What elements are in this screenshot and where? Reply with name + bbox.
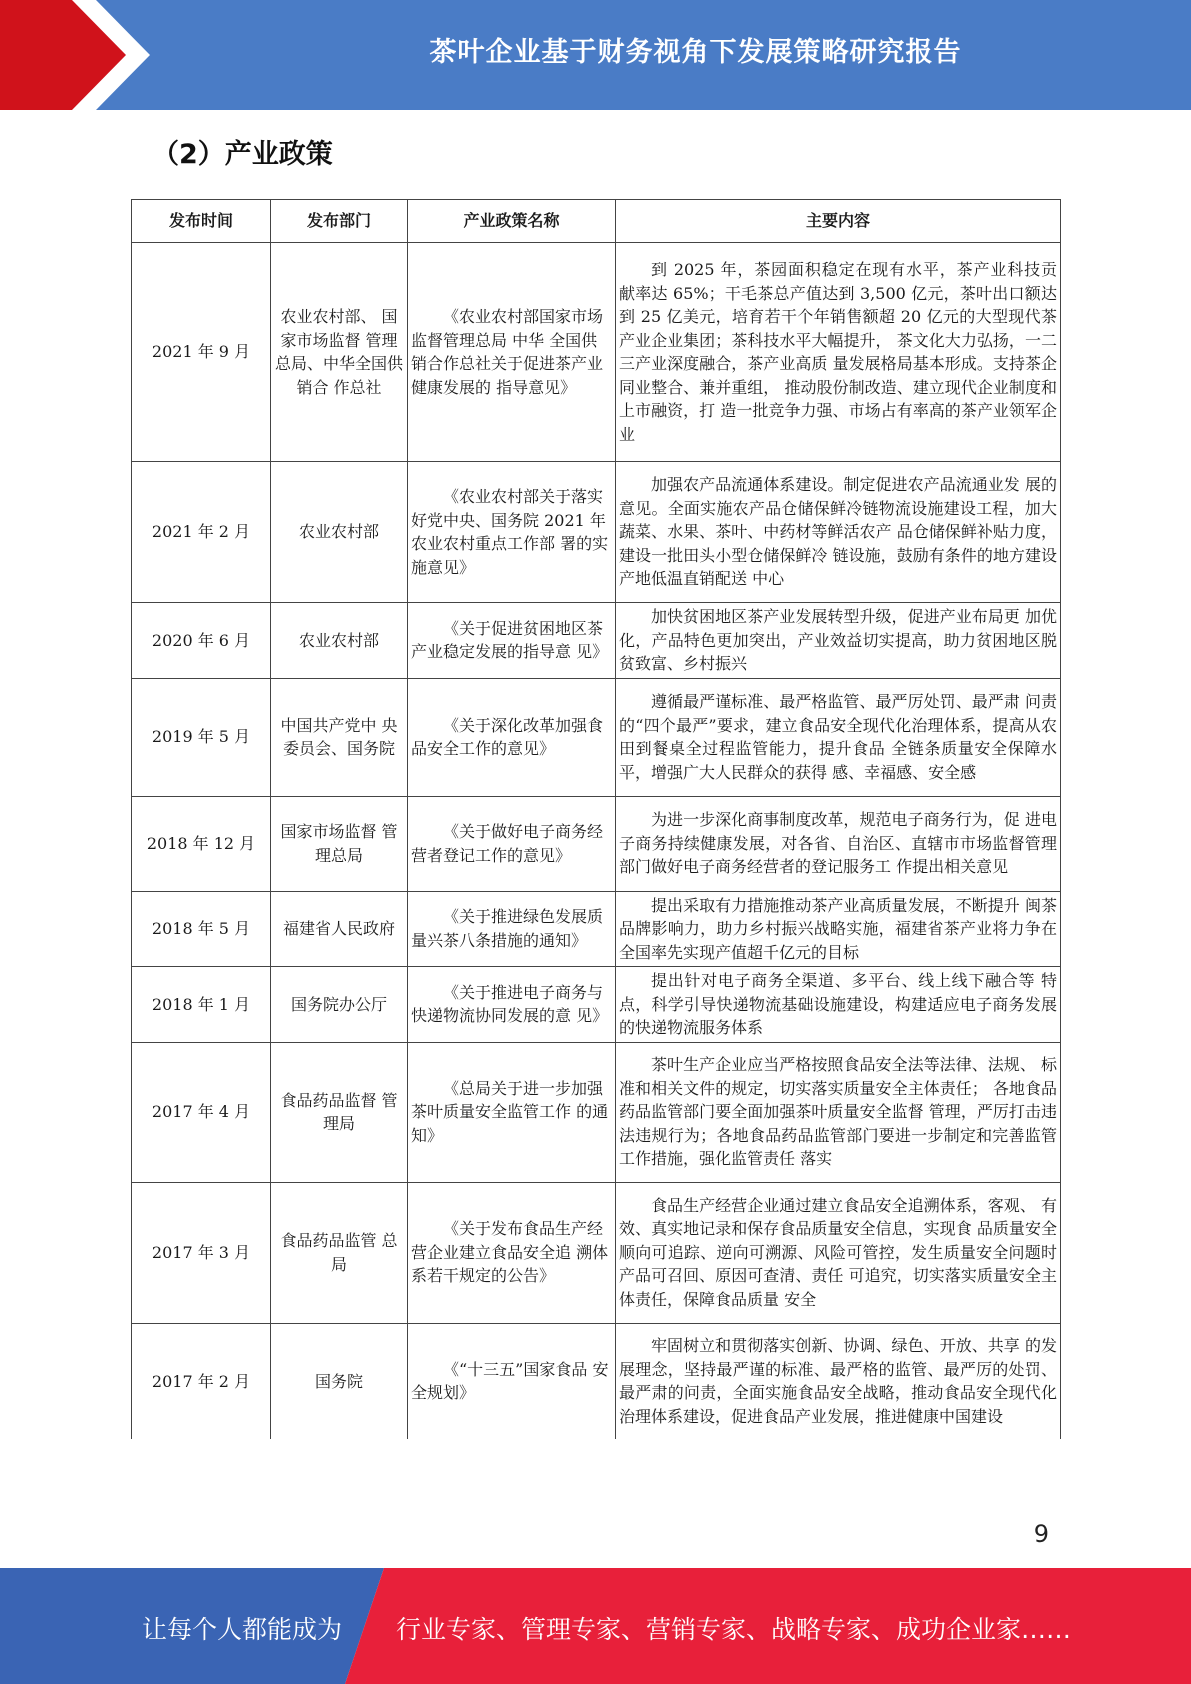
cell-dept: 中国共产党中 央委员会、国务院 xyxy=(271,678,408,796)
page-footer xyxy=(0,1568,1191,1684)
report-title: 茶叶企业基于财务视角下发展策略研究报告 xyxy=(429,37,962,68)
table-row xyxy=(132,243,1061,462)
table-row xyxy=(132,603,1061,679)
cell-time: 2017 年 2 月 xyxy=(132,1323,271,1439)
cell-policy-name: 《关于推进绿色发展质 量兴茶八条措施的通知》 xyxy=(408,891,616,967)
cell-policy-name: 《关于推进电子商务与 快递物流协同发展的意 见》 xyxy=(408,967,616,1043)
header-cell-time: 发布时间 xyxy=(132,200,271,243)
cell-content: 遵循最严谨标准、最严格监管、最严厉处罚、最严肃 问责的“四个最严”要求，建立食品安全现代化治理体系，提高从农田到餐桌全过程监管能力，提升食品 全链条质量安全保障水平，增强广大人民群众的获得 感、幸福感、安全感 xyxy=(616,678,1061,796)
footer-slogan-right: 行业专家、管理专家、营销专家、战略专家、成功企业家…… xyxy=(396,1615,1072,1644)
policy-table xyxy=(131,199,1061,1439)
cell-policy-name: 《关于深化改革加强食 品安全工作的意见》 xyxy=(408,678,616,796)
table-row xyxy=(132,678,1061,796)
cell-content: 加强农产品流通体系建设。制定促进农产品流通业发 展的意见。全面实施农产品仓储保鲜冷链物流设施建设工程，加大蔬菜、水果、茶叶、中药材等鲜活农产 品仓储保鲜补贴力度，建设一批田头小型仓储保鲜冷 链设施，鼓励有条件的地方建设产地低温直销配送 中心 xyxy=(616,462,1061,603)
cell-content: 到 2025 年，茶园面积稳定在现有水平，茶产业科技贡 献率达 65%；干毛茶总产值达到 3,500 亿元，茶叶出口额达到 25 亿美元，培育若干个年销售额超 20 亿元的大型现代茶产业企业集团；茶科技水平大幅提升， 茶文化大力弘扬，一二三产业深度融合，茶产业高质 量发展格局基本形成。支持茶企同业整合、兼并重组， 推动股份制改造、建立现代企业制度和上市融资，打 造一批竞争力强、市场占有率高的茶产业领军企业 xyxy=(616,243,1061,462)
cell-dept: 农业农村部 xyxy=(271,603,408,679)
page-header xyxy=(0,0,1191,110)
cell-dept: 农业农村部、 国家市场监督 管理总局、中华全国供销合 作总社 xyxy=(271,243,408,462)
cell-content: 牢固树立和贯彻落实创新、协调、绿色、开放、共享 的发展理念，坚持最严谨的标准、最严格的监管、最严厉的处罚、最严肃的问责，全面实施食品安全战略，推动食品安全现代化治理体系建设，促进食品产业发展，推进健康中国建设 xyxy=(616,1323,1061,1439)
section-heading: （2）产业政策 xyxy=(152,139,333,170)
cell-content: 加快贫困地区茶产业发展转型升级，促进产业布局更 加优化，产品特色更加突出，产业效益切实提高，助力贫困地区脱贫致富、乡村振兴 xyxy=(616,603,1061,679)
cell-dept: 福建省人民政府 xyxy=(271,891,408,967)
cell-time: 2018 年 12 月 xyxy=(132,796,271,891)
cell-time: 2020 年 6 月 xyxy=(132,603,271,679)
cell-time: 2021 年 2 月 xyxy=(132,462,271,603)
cell-content: 茶叶生产企业应当严格按照食品安全法等法律、法规、 标准和相关文件的规定，切实落实质量安全主体责任； 各地食品药品监管部门要全面加强茶叶质量安全监督 管理，严厉打击违法违规行为；各地食品药品监管部门要进一步制定和完善监管工作措施，强化监管责任 落实 xyxy=(616,1042,1061,1182)
cell-dept: 国家市场监督 管理总局 xyxy=(271,796,408,891)
cell-dept: 食品药品监管 总局 xyxy=(271,1182,408,1323)
cell-content: 提出采取有力措施推动茶产业高质量发展，不断提升 闽茶品牌影响力，助力乡村振兴战略实施，福建省茶产业将力争在全国率先实现产值超千亿元的目标 xyxy=(616,891,1061,967)
cell-time: 2021 年 9 月 xyxy=(132,243,271,462)
cell-dept: 国务院 xyxy=(271,1323,408,1439)
header-cell-name: 产业政策名称 xyxy=(408,200,616,243)
cell-policy-name: 《关于促进贫困地区茶 产业稳定发展的指导意 见》 xyxy=(408,603,616,679)
cell-dept: 农业农村部 xyxy=(271,462,408,603)
cell-policy-name: 《农业农村部关于落实 好党中央、国务院 2021 年农业农村重点工作部 署的实施意见》 xyxy=(408,462,616,603)
table-row xyxy=(132,891,1061,967)
cell-dept: 食品药品监督 管理局 xyxy=(271,1042,408,1182)
cell-policy-name: 《农业农村部国家市场监督管理总局 中华 全国供销合作总社关于促进茶产业健康发展的 指导意见》 xyxy=(408,243,616,462)
cell-policy-name: 《关于发布食品生产经 营企业建立食品安全追 溯体系若干规定的公告》 xyxy=(408,1182,616,1323)
table-row xyxy=(132,796,1061,891)
table-header-row xyxy=(132,200,1061,243)
table-row xyxy=(132,967,1061,1043)
header-cell-content: 主要内容 xyxy=(616,200,1061,243)
page-number: 9 xyxy=(1033,1520,1049,1548)
cell-content: 食品生产经营企业通过建立食品安全追溯体系，客观、 有效、真实地记录和保存食品质量安全信息，实现食 品质量安全顺向可追踪、逆向可溯源、风险可管控，发生质量安全问题时产品可召回、原因可查清、责任 可追究，切实落实质量安全主体责任，保障食品质量 安全 xyxy=(616,1182,1061,1323)
cell-policy-name: 《总局关于进一步加强 茶叶质量安全监管工作 的通知》 xyxy=(408,1042,616,1182)
footer-slogan-left: 让每个人都能成为 xyxy=(142,1615,343,1644)
cell-time: 2017 年 4 月 xyxy=(132,1042,271,1182)
cell-time: 2017 年 3 月 xyxy=(132,1182,271,1323)
table-row xyxy=(132,1042,1061,1182)
cell-time: 2018 年 5 月 xyxy=(132,891,271,967)
table-row xyxy=(132,462,1061,603)
cell-time: 2018 年 1 月 xyxy=(132,967,271,1043)
table-row xyxy=(132,1182,1061,1323)
header-cell-dept: 发布部门 xyxy=(271,200,408,243)
cell-time: 2019 年 5 月 xyxy=(132,678,271,796)
cell-content: 为进一步深化商事制度改革，规范电子商务行为，促 进电子商务持续健康发展，对各省、自治区、直辖市市场监督管理部门做好电子商务经营者的登记服务工 作提出相关意见 xyxy=(616,796,1061,891)
table-row xyxy=(132,1323,1061,1439)
cell-policy-name: 《“十三五”国家食品 安全规划》 xyxy=(408,1323,616,1439)
cell-dept: 国务院办公厅 xyxy=(271,967,408,1043)
cell-content: 提出针对电子商务全渠道、多平台、线上线下融合等 特点，科学引导快递物流基础设施建设，构建适应电子商务发展的快递物流服务体系 xyxy=(616,967,1061,1043)
cell-policy-name: 《关于做好电子商务经 营者登记工作的意见》 xyxy=(408,796,616,891)
